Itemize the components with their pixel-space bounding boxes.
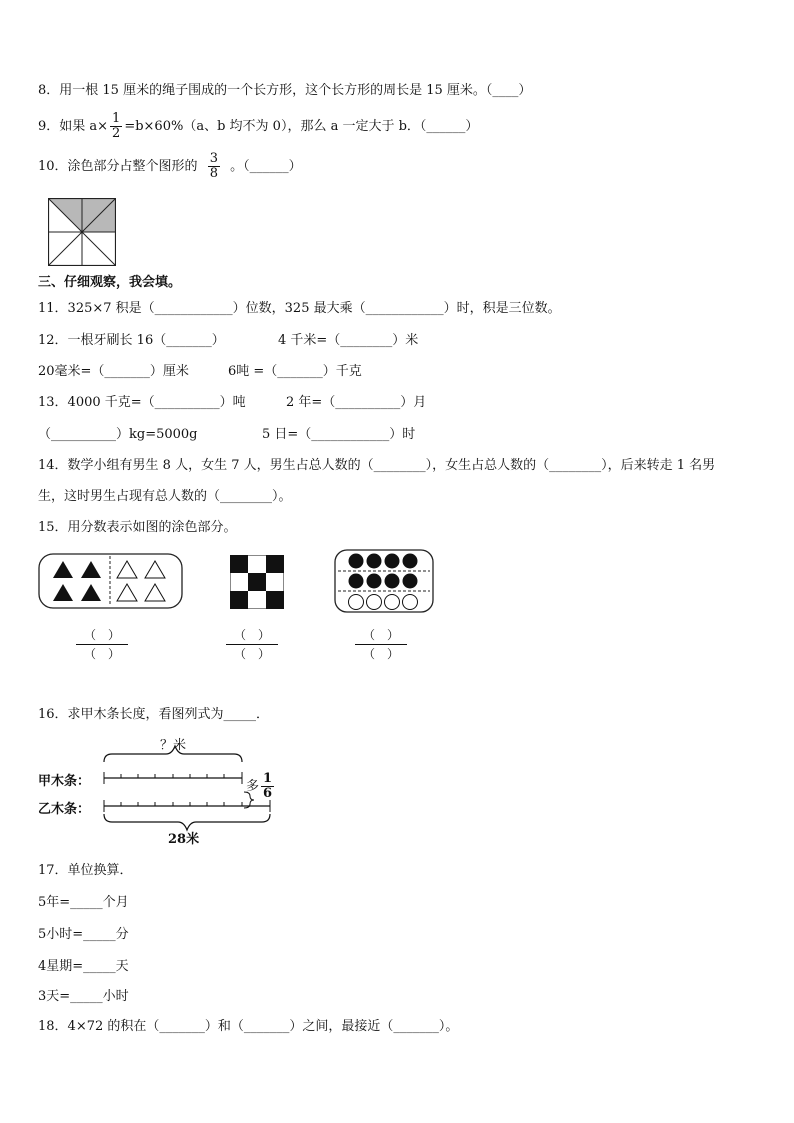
q16-more-denominator: 6 bbox=[263, 786, 273, 801]
answer-denominator: （ ） bbox=[233, 647, 270, 661]
question-12a: 12．一根牙刷长 16（_______） bbox=[38, 333, 225, 348]
q16-row1-label: 甲木条： bbox=[38, 774, 91, 789]
q16-bar-diagram bbox=[38, 734, 288, 849]
q15-answer-1 bbox=[76, 628, 128, 661]
q15-answer-3 bbox=[355, 628, 407, 661]
question-13b: 2 年=（__________）月 bbox=[286, 395, 427, 410]
question-8: 8．用一根 15 厘米的绳子围成的一个长方形，这个长方形的周长是 15 厘米。（____） bbox=[38, 83, 532, 98]
question-11: 11．325×7 积是（____________）位数，325 最大乘（____________）时，积是三位数。 bbox=[38, 301, 561, 316]
question-14-line1: 14．数学小组有男生 8 人，女生 7 人，男生占总人数的（________），女生占总人数的（________），后来转走 1 名男 bbox=[38, 458, 716, 473]
q16-row2-label: 乙木条： bbox=[38, 802, 91, 817]
question-17a: 5年=_____个月 bbox=[38, 895, 129, 910]
question-9 bbox=[38, 112, 478, 141]
question-18: 18．4×72 的积在（_______）和（_______）之间，最接近（_______）。 bbox=[38, 1019, 459, 1034]
answer-denominator: （ ） bbox=[362, 647, 399, 661]
answer-denominator: （ ） bbox=[83, 647, 120, 661]
q9-denominator: 2 bbox=[112, 126, 121, 141]
question-12b: 4 千米=（________）米 bbox=[278, 333, 419, 348]
question-13c: （__________）kg=5000g bbox=[38, 427, 198, 442]
question-17c: 4星期=_____天 bbox=[38, 959, 129, 974]
q16-more-numerator: 1 bbox=[263, 771, 273, 786]
q16-more-fraction bbox=[261, 772, 274, 801]
q9-text-pre: 9．如果 a× bbox=[38, 119, 109, 134]
question-10 bbox=[38, 152, 302, 181]
q10-text-post: 。（______） bbox=[230, 159, 302, 174]
q10-square-figure bbox=[48, 198, 116, 266]
q10-numerator: 3 bbox=[209, 151, 218, 166]
section-3-heading: 三、仔细观察，我会填。 bbox=[38, 275, 182, 290]
q16-more-text: 多 bbox=[246, 779, 260, 794]
question-17d: 3天=_____小时 bbox=[38, 989, 129, 1004]
answer-numerator: （ ） bbox=[83, 628, 120, 642]
question-15: 15．用分数表示如图的涂色部分。 bbox=[38, 520, 237, 535]
q9-numerator: 1 bbox=[112, 111, 121, 126]
question-12c: 20毫米=（_______）厘米 bbox=[38, 364, 189, 379]
question-13a: 13．4000 千克=（__________）吨 bbox=[38, 395, 246, 410]
q9-text-post: =b×60%（a、b 均不为 0），那么 a 一定大于 b．（______） bbox=[124, 119, 479, 134]
q10-text-pre: 10．涂色部分占整个图形的 bbox=[38, 159, 198, 174]
q15-answer-2 bbox=[226, 628, 278, 661]
question-17: 17．单位换算． bbox=[38, 863, 133, 878]
question-17b: 5小时=_____分 bbox=[38, 927, 129, 942]
answer-numerator: （ ） bbox=[362, 628, 399, 642]
q16-length-label: 28米 bbox=[168, 832, 200, 847]
q15-checkerboard-figure bbox=[230, 555, 284, 609]
question-13d: 5 日=（____________）时 bbox=[262, 427, 416, 442]
q9-fraction bbox=[110, 112, 122, 141]
q15-triangles-figure bbox=[38, 553, 183, 609]
q10-denominator: 8 bbox=[209, 166, 218, 181]
q15-circles-figure bbox=[334, 549, 434, 613]
q10-fraction bbox=[208, 152, 220, 181]
answer-numerator: （ ） bbox=[233, 628, 270, 642]
question-16: 16．求甲木条长度，看图列式为_____． bbox=[38, 707, 270, 722]
question-14-line2: 生，这时男生占现有总人数的（________）。 bbox=[38, 489, 292, 504]
question-12d: 6吨 =（_______）千克 bbox=[228, 364, 362, 379]
q16-question-label: ？米 bbox=[160, 738, 187, 753]
q16-more-label bbox=[246, 772, 276, 801]
